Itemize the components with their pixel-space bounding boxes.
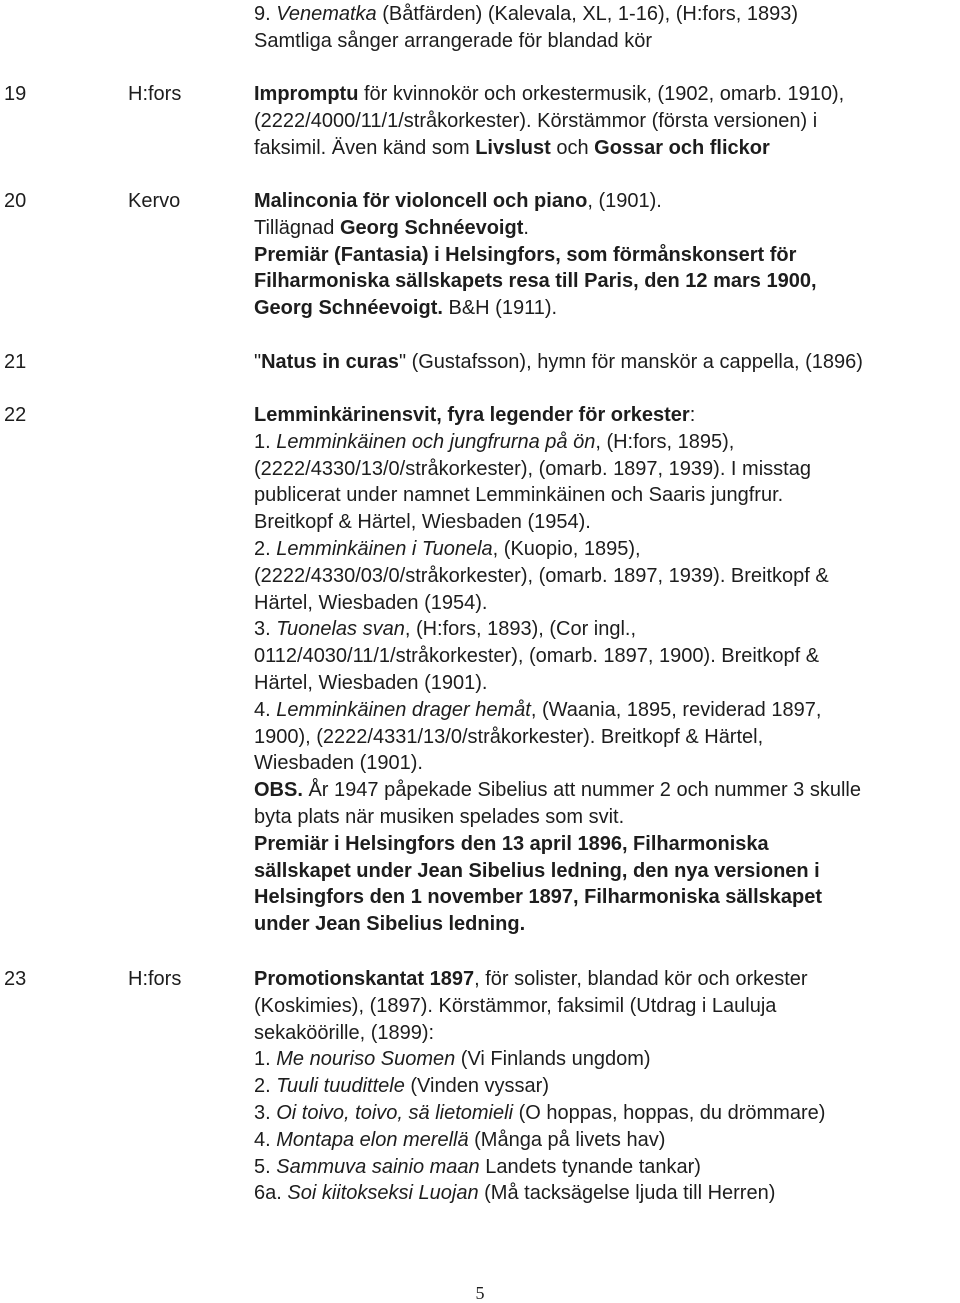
text-line: 1. Me nouriso Suomen (Vi Finlands ungdom) (254, 1048, 651, 1071)
text-line: 6a. Soi kiitokseksi Luojan (Må tacksägelse ljuda till Herren) (254, 1182, 776, 1205)
text-line: under Jean Sibelius ledning. (254, 913, 526, 936)
text-line: (2222/4000/11/1/stråkorkester). Körstämmor (första versionen) i (254, 109, 818, 132)
text-line: 2. Tuuli tuudittele (Vinden vyssar) (254, 1075, 549, 1098)
text-line: 4. Lemminkäinen drager hemåt, (Waania, 1895, reviderad 1897, (254, 698, 822, 721)
text-line: Tillägnad Georg Schnéevoigt. (254, 216, 529, 239)
text-line: 5. Sammuva sainio maan Landets tynande tankar) (254, 1155, 701, 1178)
text-line: Impromptu för kvinnokör och orkestermusik, (1902, omarb. 1910), (254, 83, 845, 105)
text-line: Wiesbaden (1901). (254, 752, 423, 775)
text-line: Georg Schnéevoigt. B&H (1911). (254, 297, 558, 320)
text-line: Lemminkärinensvit, fyra legender för orkester: (254, 404, 696, 426)
entry-text (254, 402, 960, 938)
text-line: 0112/4030/11/1/stråkorkester), (omarb. 1897, 1900). Breitkopf & (254, 645, 820, 668)
text-line: faksimil. Även känd som Livslust och Gossar och flickor (254, 136, 770, 159)
entry-text (254, 81, 960, 161)
text-line: Härtel, Wiesbaden (1901). (254, 671, 488, 694)
text-line: publicerat under namnet Lemminkäinen och Saaris jungfrur. (254, 484, 784, 507)
text-line: Premiär (Fantasia) i Helsingfors, som förmånskonsert för (254, 243, 797, 266)
text-line: (Koskimies), (1897). Körstämmor, faksimil (Utdrag i Lauluja (254, 994, 777, 1017)
text-line: "Natus in curas" (Gustafsson), hymn för manskör a cappella, (1896) (254, 351, 863, 373)
text-line: 1. Lemminkäinen och jungfrurna på ön, (H:fors, 1895), (254, 430, 735, 453)
text-line: 2. Lemminkäinen i Tuonela, (Kuopio, 1895), (254, 537, 641, 560)
text-line: 9. Venematka (Båtfärden) (Kalevala, XL, 1-16), (H:fors, 1893) (254, 3, 798, 25)
text-line: Malinconia för violoncell och piano, (1901). (254, 190, 662, 212)
text-line: sällskapet under Jean Sibelius ledning, den nya versionen i (254, 859, 820, 882)
entry-place: H:fors (128, 968, 182, 990)
entry-place: H:fors (128, 83, 182, 105)
entry-place: Kervo (128, 190, 181, 212)
text-line: (2222/4330/03/0/stråkorkester), (omarb. 1897, 1939). Breitkopf & (254, 564, 829, 587)
text-line: Helsingfors den 1 november 1897, Filharmoniska sällskapet (254, 886, 822, 909)
entry-text (254, 349, 960, 376)
text-line: Samtliga sånger arrangerade för blandad kör (254, 29, 653, 52)
entry-text (254, 966, 960, 1207)
text-line: 3. Oi toivo, toivo, sä lietomieli (O hoppas, hoppas, du drömmare) (254, 1101, 826, 1124)
entry-text (254, 188, 960, 322)
page-number: 5 (475, 1283, 485, 1303)
text-line: Promotionskantat 1897, för solister, blandad kör och orkester (254, 968, 808, 990)
text-line: (2222/4330/13/0/stråkorkester), (omarb. 1897, 1939). I misstag (254, 457, 811, 480)
text-line: 4. Montapa elon merellä (Många på livets hav) (254, 1128, 666, 1151)
entry-number: 22 (4, 404, 27, 426)
entry-text (254, 1, 960, 55)
entry-number: 23 (4, 968, 27, 990)
entry-number: 21 (4, 351, 27, 373)
text-line: Härtel, Wiesbaden (1954). (254, 591, 488, 614)
entry-number: 20 (4, 190, 27, 212)
text-line: 1900), (2222/4331/13/0/stråkorkester). Breitkopf & Härtel, (254, 725, 764, 748)
text-line: byta plats när musiken spelades som svit. (254, 805, 625, 828)
entry-number: 19 (4, 83, 27, 105)
text-line: Breitkopf & Härtel, Wiesbaden (1954). (254, 511, 591, 534)
text-line: OBS. År 1947 påpekade Sibelius att nummer 2 och nummer 3 skulle (254, 779, 861, 802)
text-line: sekaköörille, (1899): (254, 1021, 435, 1044)
text-line: Premiär i Helsingfors den 13 april 1896, Filharmoniska (254, 832, 769, 855)
text-line: Filharmoniska sällskapets resa till Paris, den 12 mars 1900, (254, 270, 817, 293)
text-line: 3. Tuonelas svan, (H:fors, 1893), (Cor ingl., (254, 618, 637, 641)
